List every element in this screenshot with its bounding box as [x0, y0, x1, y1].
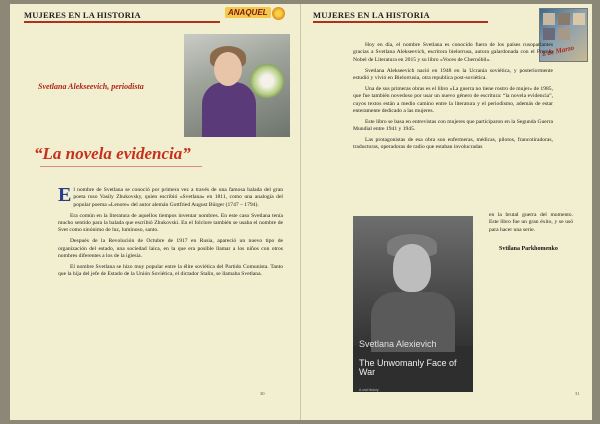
anaquel-logo: ANAQUEL	[225, 7, 271, 18]
left-header: MUJERES EN LA HISTORIA	[24, 10, 141, 20]
left-page-number: 30	[260, 391, 265, 396]
left-header-rule	[24, 21, 220, 23]
left-paragraph-4: El nombre Svetlana se hizo muy popular entre la élite soviética del Partido Comunista. Tanto que la hija del jefe de Estado de la Unión Soviética, el dictador Stalin, se llamaba Svetlana.	[58, 263, 283, 278]
flower-icon	[272, 7, 285, 20]
book-subtitle: A oral history	[359, 388, 379, 392]
badge-text: 8 de Marzo	[541, 43, 575, 59]
article-title: “La novela evidencia”	[34, 144, 191, 163]
left-page	[10, 4, 301, 420]
book-cover	[353, 216, 473, 392]
right-paragraph-1: Hoy en día, el nombre Svetlana es conocido fuera de los países rusoparlantes gracias a Svetlana Alekseevich, escritora bielorrusa, autora galardonada con el Premio Nobel de Literatura en 2015 y su libro «Voces de Chernóbil».	[353, 42, 553, 63]
author-photo	[184, 34, 290, 137]
left-paragraph-3: Después de la Revolución de Octubre de 1917 en Rusia, apareció un nuevo tipo de organización del estado, una sociedad laica, en la que era posible llamar a los niños con otros nombres diferentes a los de la iglesia.	[58, 238, 283, 260]
right-header: MUJERES EN LA HISTORIA	[313, 10, 430, 20]
right-page-number: 31	[575, 391, 580, 396]
right-side-text: en la brutal guerra del momento. Este libro fue un gran éxito, y se usó para hacer una serie.	[489, 212, 573, 233]
signature: Svtilana Parkhomenko	[499, 246, 558, 252]
right-page	[301, 4, 592, 420]
title-underline	[40, 166, 202, 167]
left-paragraph-1: El nombre de Svetlana se conoció por primera vez a través de una famosa balada del gran poeta ruso Vasily Zhukovsky, quien escribió «Svetlana» en 1811, como una analogía del popular poema «Lenore» del autor alemán Gottfried August Bürger (1747 – 1794).	[58, 184, 283, 208]
photo-caption: Svetlana Alekseevich, periodista	[38, 82, 144, 91]
right-paragraph-3: Una de sus primeras obras es el libro «La guerra no tiene rostro de mujer» de 1985, que fue también novedoso por usar un nuevo género de escritura: “la novela evidencia”, cuyos textos están a medio camino entre la literatura y el periodismo, además de estar enteramente dedicado a las mujeres.	[353, 85, 553, 115]
right-header-rule	[313, 21, 488, 23]
left-body-text	[58, 184, 283, 282]
right-body-text	[353, 42, 553, 155]
dropcap: E	[58, 184, 72, 206]
right-paragraph-4: Este libro se basa en entrevistas con mujeres que participaron en la Segunda Guerra Mundial entre 1941 y 1945.	[353, 118, 553, 133]
left-paragraph-2: Era común en la literatura de aquellos tiempos inventar nombres. En este caso Svetlana tenía mucho sentido para la balada que escribió Zhukovski. En el folclore también se usaba el nombre de Svet como sinónimo de luz, luminoso, santo.	[58, 212, 283, 234]
book-author: Svetlana Alexievich	[359, 339, 437, 349]
magazine-spread	[10, 4, 592, 420]
right-paragraph-5: Las protagonistas de esa obra son enfermeras, médicas, pilotos, francotiradoras, traductoras, operadoras de radio que estaban involucradas	[353, 137, 553, 151]
right-paragraph-2: Svetlana Alekseevich nació en 1948 en la Ucrania soviética, y posteriormente estudió y vivió en Bielorrusia, otra republica post-soviética.	[353, 67, 553, 82]
book-title: The Unwomanly Face of War	[359, 358, 457, 377]
